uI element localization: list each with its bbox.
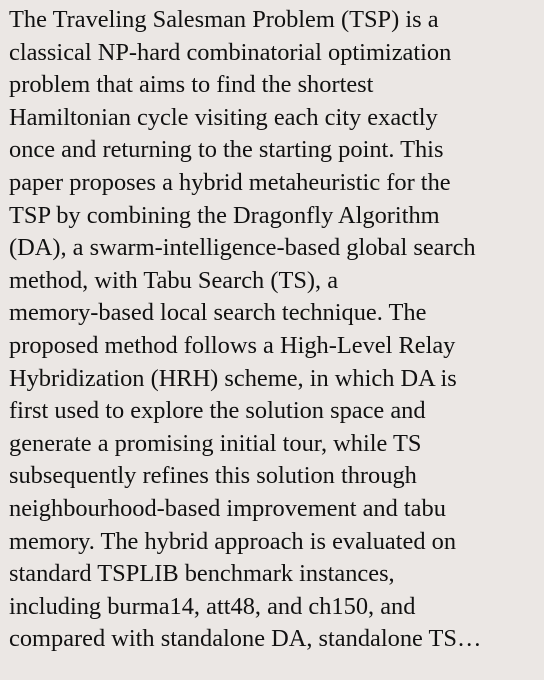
abstract-line: method, with Tabu Search (TS), a	[9, 266, 339, 294]
abstract-line: generate a promising initial tour, while TS	[9, 429, 422, 457]
abstract-line: neighbourhood-based improvement and tabu	[9, 494, 446, 522]
abstract-line: classical NP-hard combinatorial optimization	[9, 38, 452, 66]
abstract-line: memory-based local search technique. The	[9, 299, 427, 327]
abstract-line: first used to explore the solution space and	[9, 397, 426, 425]
abstract-line: paper proposes a hybrid metaheuristic for the	[9, 168, 451, 196]
abstract-line: memory. The hybrid approach is evaluated on	[9, 527, 457, 555]
abstract-line: (DA), a swarm-intelligence-based global search	[9, 234, 476, 262]
abstract-line: proposed method follows a High-Level Relay	[9, 331, 456, 359]
abstract-line: TSP by combining the Dragonfly Algorithm	[9, 201, 440, 229]
abstract-line: subsequently refines this solution through	[9, 462, 417, 490]
abstract-line: once and returning to the starting point. This	[9, 136, 444, 164]
abstract-line: The Traveling Salesman Problem (TSP) is a	[9, 6, 439, 33]
abstract-line: including burma14, att48, and ch150, and	[9, 592, 416, 620]
abstract-line: Hamiltonian cycle visiting each city exactly	[9, 103, 438, 131]
abstract-text	[9, 4, 544, 656]
abstract-line: Hybridization (HRH) scheme, in which DA is	[9, 364, 457, 392]
abstract-line: compared with standalone DA, standalone TS…	[9, 625, 482, 653]
abstract-line: problem that aims to find the shortest	[9, 71, 374, 99]
abstract-line: standard TSPLIB benchmark instances,	[9, 560, 395, 588]
